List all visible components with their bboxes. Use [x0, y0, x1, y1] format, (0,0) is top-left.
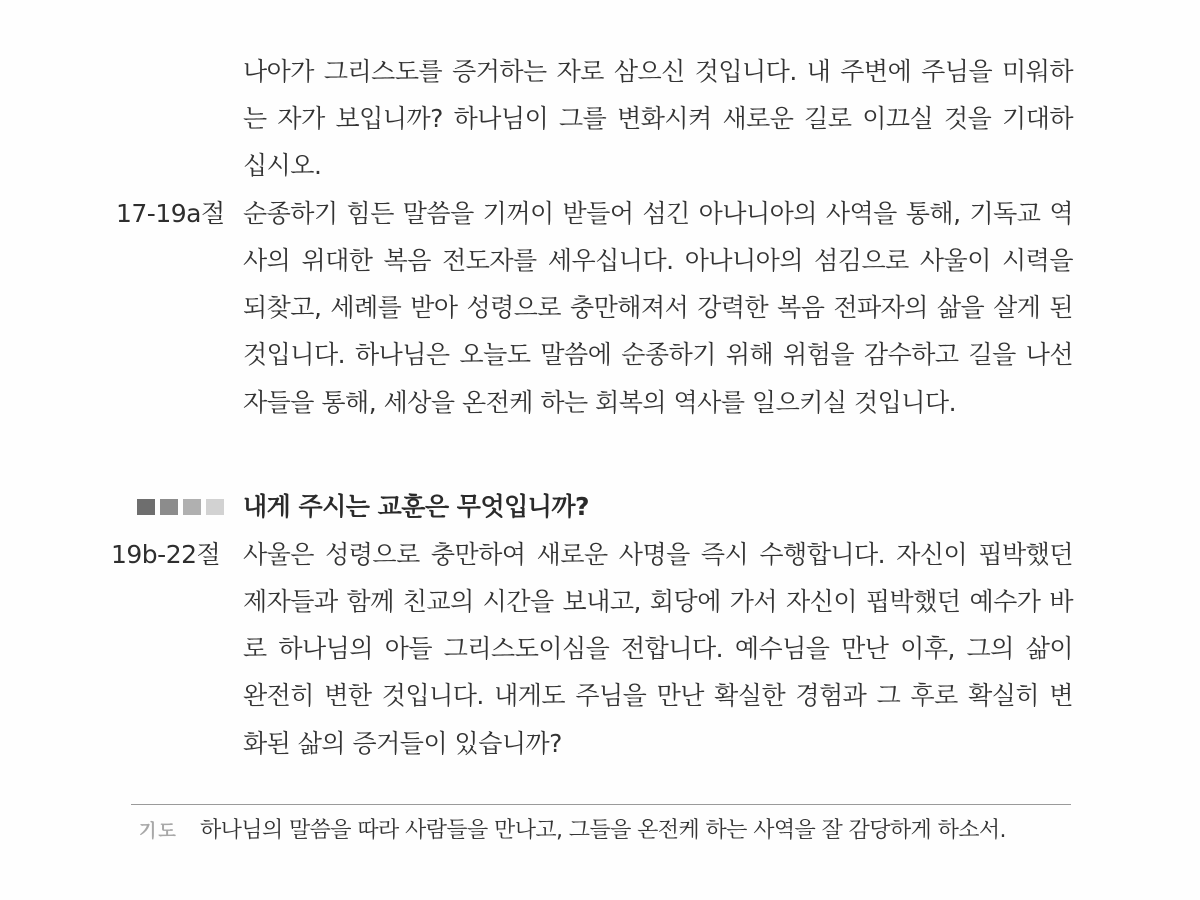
verse-17-19a-line-5: 자들을 통해, 세상을 온전케 하는 회복의 역사를 일으키실 것입니다.: [243, 388, 957, 417]
section-heading: 내게 주시는 교훈은 무엇입니까?: [243, 492, 590, 521]
verse-19b-22-line-5: 화된 삶의 증거들이 있습니까?: [243, 729, 562, 758]
verse-label-17-19a: 17-19a절: [116, 199, 225, 228]
footer-divider: [131, 804, 1071, 805]
verse-19b-22-line-1: 사울은 성령으로 충만하여 새로운 사명을 즉시 수행합니다. 자신이 핍박했던: [243, 540, 1073, 569]
heading-square-3: [183, 499, 201, 515]
verse-17-19a-line-4: 것입니다. 하나님은 오늘도 말씀에 순종하기 위해 위험을 감수하고 길을 나선: [243, 340, 1073, 369]
heading-square-4: [206, 499, 224, 515]
prayer-label: 기도: [139, 821, 178, 842]
verse-19b-22-line-2: 제자들과 함께 친교의 시간을 보내고, 회당에 가서 자신이 핍박했던 예수가 바: [243, 587, 1073, 616]
intro-line-2: 는 자가 보입니까? 하나님이 그를 변화시켜 새로운 길로 이끄실 것을 기대하: [243, 104, 1073, 133]
verse-19b-22-line-3: 로 하나님의 아들 그리스도이심을 전합니다. 예수님을 만난 이후, 그의 삶이: [243, 634, 1073, 663]
verse-label-19b-22: 19b-22절: [111, 540, 221, 569]
verse-17-19a-line-2: 사의 위대한 복음 전도자를 세우십니다. 아나니아의 섬김으로 사울이 시력을: [243, 246, 1073, 275]
intro-line-1: 나아가 그리스도를 증거하는 자로 삼으신 것입니다. 내 주변에 주님을 미워하: [243, 57, 1073, 86]
intro-line-3: 십시오.: [243, 151, 322, 180]
heading-square-1: [137, 499, 155, 515]
heading-squares: [137, 499, 224, 517]
verse-17-19a-line-1: 순종하기 힘든 말씀을 기꺼이 받들어 섬긴 아나니아의 사역을 통해, 기독교 역: [243, 199, 1073, 228]
heading-square-2: [160, 499, 178, 515]
verse-17-19a-line-3: 되찾고, 세례를 받아 성령으로 충만해져서 강력한 복음 전파자의 삶을 살게 된: [243, 293, 1073, 322]
verse-19b-22-line-4: 완전히 변한 것입니다. 내게도 주님을 만난 확실한 경험과 그 후로 확실히 변: [243, 681, 1073, 710]
prayer-text: 하나님의 말씀을 따라 사람들을 만나고, 그들을 온전케 하는 사역을 잘 감당하게 하소서.: [200, 818, 1006, 843]
